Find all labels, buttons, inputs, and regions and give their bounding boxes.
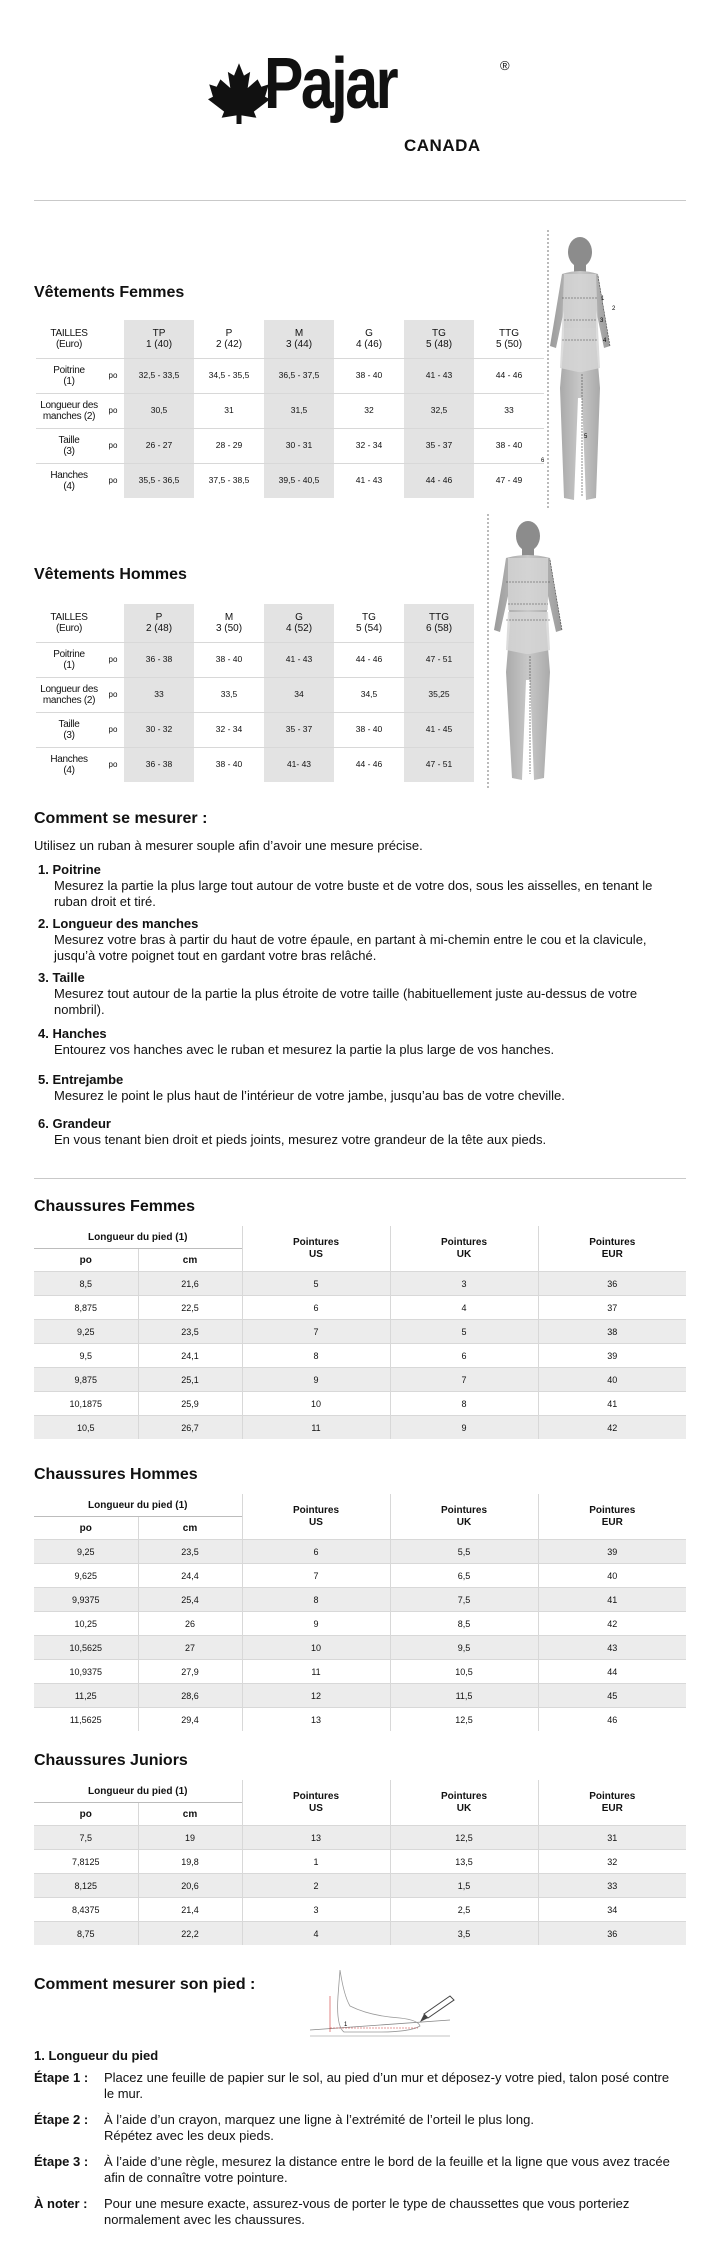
foot-figure-number: 1 (344, 2022, 348, 2028)
size-row (36, 677, 474, 712)
step-text: Mesurez votre bras à partir du haut de votre épaule, en partant à mi-chemin entre le cou et la clavicule, jusqu’à votre poignet tout en gardant votre bras relâché. (54, 932, 647, 963)
cm-header: cm (138, 1517, 242, 1540)
sizes-label: TAILLES (Euro) (50, 611, 88, 634)
foot-step (34, 2070, 686, 2102)
shoe-cell: 10,1875 (34, 1392, 138, 1416)
uk-size-header: Pointures UK (390, 1226, 538, 1272)
size-value: 44 - 46 (334, 642, 404, 677)
shoe-cell: 1,5 (390, 1874, 538, 1898)
size-value: 39,5 - 40,5 (264, 463, 334, 498)
measure-step (38, 1116, 678, 1148)
foot-steps (34, 2070, 686, 2238)
shoe-cell: 3 (242, 1898, 390, 1922)
shoe-cell: 13,5 (390, 1850, 538, 1874)
foot-step (34, 2154, 686, 2186)
foot-step-label: À noter : (34, 2196, 88, 2211)
size-value: 34 (264, 677, 334, 712)
shoe-row (34, 1874, 686, 1898)
shoe-row (34, 1922, 686, 1946)
shoe-cell: 8 (242, 1344, 390, 1368)
shoe-cell: 2 (242, 1874, 390, 1898)
shoe-cell: 34 (538, 1898, 686, 1922)
size-value: 35 - 37 (264, 712, 334, 747)
unit-label: po (102, 747, 124, 782)
shoe-row (34, 1368, 686, 1392)
shoe-cell: 10 (242, 1392, 390, 1416)
shoe-cell: 9,25 (34, 1540, 138, 1564)
foot-length-header: Longueur du pied (1) (88, 1499, 188, 1511)
size-header-row (36, 320, 544, 358)
shoe-row (34, 1826, 686, 1850)
po-header: po (34, 1517, 138, 1540)
maple-leaf-icon (208, 62, 270, 124)
women-size-table (36, 320, 544, 498)
shoe-cell: 7 (242, 1564, 390, 1588)
shoe-cell: 5 (390, 1320, 538, 1344)
figure-number-1: 1 (601, 296, 605, 302)
shoe-row (34, 1344, 686, 1368)
step-title: Taille (52, 970, 85, 985)
shoe-cell: 9,875 (34, 1368, 138, 1392)
shoe-cell: 40 (538, 1368, 686, 1392)
registered-mark: ® (500, 58, 510, 73)
size-value: 41- 43 (264, 747, 334, 782)
women-measure-figure (540, 228, 626, 510)
step-title: Entrejambe (52, 1072, 124, 1087)
shoe-cell: 25,9 (138, 1392, 242, 1416)
sizes-label: TAILLES (Euro) (50, 327, 88, 350)
shoe-cell: 7,5 (34, 1826, 138, 1850)
measure-label: Hanches (4) (36, 463, 102, 498)
shoe-cell: 42 (538, 1612, 686, 1636)
shoe-cell: 11,25 (34, 1684, 138, 1708)
shoe-cell: 32 (538, 1850, 686, 1874)
unit-label: po (102, 712, 124, 747)
shoe-cell: 24,4 (138, 1564, 242, 1588)
shoe-row (34, 1612, 686, 1636)
men-size-table (36, 604, 474, 782)
shoe-cell: 10,9375 (34, 1660, 138, 1684)
size-value: 33,5 (194, 677, 264, 712)
shoe-cell: 27 (138, 1636, 242, 1660)
size-value: 38 - 40 (334, 712, 404, 747)
shoe-cell: 6 (242, 1540, 390, 1564)
shoe-header-row (34, 1494, 686, 1517)
shoe-cell: 5 (242, 1272, 390, 1296)
step-text: Mesurez la partie la plus large tout autour de votre buste et de votre dos, sous les aisselles, en tenant le ruban droit et tiré. (54, 878, 653, 909)
measure-label: Poitrine (1) (36, 358, 102, 393)
shoe-row (34, 1272, 686, 1296)
foot-length-header: Longueur du pied (1) (88, 1231, 188, 1243)
shoe-cell: 9 (390, 1416, 538, 1440)
step-text: Entourez vos hanches avec le ruban et mesurez la partie la plus large de vos hanches. (54, 1042, 555, 1057)
shoe-cell: 9,625 (34, 1564, 138, 1588)
size-value: 32,5 - 33,5 (124, 358, 194, 393)
divider (34, 200, 686, 201)
shoe-cell: 8 (242, 1588, 390, 1612)
po-header: po (34, 1803, 138, 1826)
shoe-row (34, 1416, 686, 1440)
shoe-cell: 43 (538, 1636, 686, 1660)
size-column-header: P 2 (42) (215, 327, 243, 350)
size-row (36, 358, 544, 393)
size-column-header: M 3 (50) (215, 611, 243, 634)
brand-logo (208, 44, 528, 162)
size-value: 36,5 - 37,5 (264, 358, 334, 393)
shoe-cell: 20,6 (138, 1874, 242, 1898)
step-text: Mesurez le point le plus haut de l’intérieur de votre jambe, jusqu’au bas de votre cheville. (54, 1088, 565, 1103)
men-clothing-title: Vêtements Hommes (34, 566, 187, 583)
size-value: 38 - 40 (474, 428, 544, 463)
size-row (36, 393, 544, 428)
step-title: Longueur des manches (52, 916, 199, 931)
shoe-row (34, 1320, 686, 1344)
shoe-cell: 44 (538, 1660, 686, 1684)
step-number: 1. (38, 862, 49, 877)
shoe-cell: 7 (242, 1320, 390, 1344)
measure-label: Taille (3) (36, 712, 102, 747)
size-value: 38 - 40 (194, 747, 264, 782)
shoes-men-table (34, 1494, 686, 1731)
size-row (36, 463, 544, 498)
shoe-cell: 36 (538, 1272, 686, 1296)
shoe-cell: 10,5 (34, 1416, 138, 1440)
measure-label: Hanches (4) (36, 747, 102, 782)
eur-size-header: Pointures EUR (538, 1780, 686, 1826)
size-value: 32 - 34 (194, 712, 264, 747)
size-value: 44 - 46 (404, 463, 474, 498)
size-value: 41 - 43 (404, 358, 474, 393)
shoe-cell: 26 (138, 1612, 242, 1636)
size-value: 36 - 38 (124, 747, 194, 782)
step-number: 5. (38, 1072, 49, 1087)
shoe-cell: 7,8125 (34, 1850, 138, 1874)
foot-step-label: Étape 3 : (34, 2154, 89, 2169)
size-value: 32 - 34 (334, 428, 404, 463)
brand-name: Pajar (264, 44, 397, 124)
shoe-cell: 6 (390, 1344, 538, 1368)
size-value: 30 - 31 (264, 428, 334, 463)
foot-step (34, 2112, 686, 2144)
shoe-cell: 45 (538, 1684, 686, 1708)
women-clothing-title: Vêtements Femmes (34, 284, 185, 301)
shoe-cell: 21,6 (138, 1272, 242, 1296)
shoe-cell: 9,5 (390, 1636, 538, 1660)
shoe-cell: 46 (538, 1708, 686, 1732)
shoe-row (34, 1588, 686, 1612)
shoe-cell: 33 (538, 1874, 686, 1898)
foot-step-text: À l’aide d’une règle, mesurez la distance entre le bord de la feuille et la ligne que vous avez tracée afin de connaître votre pointure. (104, 2154, 670, 2185)
size-column-header: TG 5 (54) (355, 611, 383, 634)
shoe-cell: 8,5 (34, 1272, 138, 1296)
shoe-cell: 37 (538, 1296, 686, 1320)
shoe-row (34, 1392, 686, 1416)
shoes-women-table (34, 1226, 686, 1439)
shoe-cell: 39 (538, 1540, 686, 1564)
shoe-cell: 4 (390, 1296, 538, 1320)
shoe-cell: 8,125 (34, 1874, 138, 1898)
size-value: 34,5 (334, 677, 404, 712)
measure-step (38, 1072, 678, 1104)
shoe-cell: 25,4 (138, 1588, 242, 1612)
us-size-header: Pointures US (242, 1494, 390, 1540)
shoe-row (34, 1540, 686, 1564)
size-value: 33 (474, 393, 544, 428)
shoe-cell: 9,5 (34, 1344, 138, 1368)
step-text: Mesurez tout autour de la partie la plus étroite de votre taille (habituellement juste au-dessus de votre nombril). (54, 986, 638, 1017)
foot-length-subtitle: 1. Longueur du pied (34, 2048, 159, 2063)
foot-measure-figure (300, 1966, 470, 2046)
size-column-header: TTG 6 (58) (404, 604, 474, 642)
shoe-header-row (34, 1226, 686, 1249)
po-header: po (34, 1249, 138, 1272)
shoe-cell: 3,5 (390, 1922, 538, 1946)
shoe-cell: 22,5 (138, 1296, 242, 1320)
shoe-cell: 41 (538, 1392, 686, 1416)
size-value: 41 - 43 (264, 642, 334, 677)
shoe-cell: 42 (538, 1416, 686, 1440)
figure-number-6: 6 (541, 458, 545, 464)
size-value: 32,5 (404, 393, 474, 428)
shoe-cell: 41 (538, 1588, 686, 1612)
step-number: 6. (38, 1116, 49, 1131)
size-value: 47 - 51 (404, 747, 474, 782)
eur-size-header: Pointures EUR (538, 1226, 686, 1272)
size-value: 41 - 45 (404, 712, 474, 747)
shoe-cell: 8,5 (390, 1612, 538, 1636)
us-size-header: Pointures US (242, 1226, 390, 1272)
foot-step-text: À l’aide d’un crayon, marquez une ligne à l’extrémité de l’orteil le plus long. Répétez avec les deux pieds. (104, 2112, 534, 2143)
shoe-cell: 8,4375 (34, 1898, 138, 1922)
shoe-cell: 21,4 (138, 1898, 242, 1922)
foot-step-text: Placez une feuille de papier sur le sol, au pied d’un mur et déposez-y votre pied, talon posé contre le mur. (104, 2070, 670, 2101)
shoe-row (34, 1636, 686, 1660)
measure-step (38, 1026, 678, 1058)
foot-step-text: Pour une mesure exacte, assurez-vous de porter le type de chaussettes que vous porteriez normalement avec les chaussures. (104, 2196, 630, 2227)
shoe-cell: 40 (538, 1564, 686, 1588)
men-measure-figure (480, 512, 580, 788)
shoe-cell: 23,5 (138, 1320, 242, 1344)
size-value: 34,5 - 35,5 (194, 358, 264, 393)
size-value: 30,5 (124, 393, 194, 428)
shoe-cell: 8,875 (34, 1296, 138, 1320)
size-value: 32 (334, 393, 404, 428)
shoe-cell: 6,5 (390, 1564, 538, 1588)
us-size-header: Pointures US (242, 1780, 390, 1826)
step-text: En vous tenant bien droit et pieds joints, mesurez votre grandeur de la tête aux pieds. (54, 1132, 547, 1147)
size-column-header: P 2 (48) (124, 604, 194, 642)
shoe-cell: 11 (242, 1660, 390, 1684)
figure-number-4: 4 (603, 338, 607, 344)
shoe-cell: 13 (242, 1826, 390, 1850)
unit-label: po (102, 642, 124, 677)
foot-step-label: Étape 1 : (34, 2070, 89, 2085)
measure-label: Longueur des manches (2) (36, 393, 102, 428)
eur-size-header: Pointures EUR (538, 1494, 686, 1540)
size-value: 35,5 - 36,5 (124, 463, 194, 498)
shoe-cell: 25,1 (138, 1368, 242, 1392)
shoe-cell: 9,9375 (34, 1588, 138, 1612)
shoe-cell: 9,25 (34, 1320, 138, 1344)
shoe-cell: 23,5 (138, 1540, 242, 1564)
shoe-cell: 8,75 (34, 1922, 138, 1946)
figure-number-5: 5 (584, 434, 588, 440)
shoe-cell: 29,4 (138, 1708, 242, 1732)
size-row (36, 428, 544, 463)
shoe-cell: 4 (242, 1922, 390, 1946)
size-column-header: G 4 (52) (264, 604, 334, 642)
shoe-cell: 5,5 (390, 1540, 538, 1564)
shoe-cell: 36 (538, 1922, 686, 1946)
size-value: 44 - 46 (334, 747, 404, 782)
step-title: Grandeur (52, 1116, 111, 1131)
shoes-women-title: Chaussures Femmes (34, 1198, 195, 1215)
brand-country: CANADA (404, 136, 481, 155)
shoe-cell: 10,5 (390, 1660, 538, 1684)
step-title: Poitrine (52, 862, 101, 877)
shoes-men-title: Chaussures Hommes (34, 1466, 198, 1483)
size-value: 38 - 40 (194, 642, 264, 677)
size-value: 38 - 40 (334, 358, 404, 393)
size-row (36, 712, 474, 747)
shoe-cell: 7 (390, 1368, 538, 1392)
shoe-row (34, 1296, 686, 1320)
step-number: 3. (38, 970, 49, 985)
cm-header: cm (138, 1249, 242, 1272)
shoe-cell: 8 (390, 1392, 538, 1416)
measure-step (38, 970, 678, 1018)
figure-number-3: 3 (600, 318, 604, 324)
shoe-cell: 19,8 (138, 1850, 242, 1874)
shoes-juniors-table (34, 1780, 686, 1945)
cm-header: cm (138, 1803, 242, 1826)
shoe-cell: 2,5 (390, 1898, 538, 1922)
shoe-cell: 12 (242, 1684, 390, 1708)
size-column-header: G 4 (46) (355, 327, 383, 350)
size-value: 35,25 (404, 677, 474, 712)
shoe-row (34, 1684, 686, 1708)
size-value: 35 - 37 (404, 428, 474, 463)
shoe-cell: 7,5 (390, 1588, 538, 1612)
size-column-header: TTG 5 (50) (495, 327, 523, 350)
uk-size-header: Pointures UK (390, 1494, 538, 1540)
size-value: 47 - 49 (474, 463, 544, 498)
shoe-cell: 22,2 (138, 1922, 242, 1946)
shoe-cell: 31 (538, 1826, 686, 1850)
shoe-cell: 39 (538, 1344, 686, 1368)
step-number: 4. (38, 1026, 49, 1041)
size-column-header: TG 5 (48) (404, 320, 474, 358)
size-row (36, 747, 474, 782)
measure-label: Taille (3) (36, 428, 102, 463)
shoe-cell: 19 (138, 1826, 242, 1850)
shoe-cell: 26,7 (138, 1416, 242, 1440)
unit-label: po (102, 393, 124, 428)
shoe-cell: 11,5 (390, 1684, 538, 1708)
size-column-header: M 3 (44) (264, 320, 334, 358)
shoe-cell: 3 (390, 1272, 538, 1296)
shoe-cell: 9 (242, 1368, 390, 1392)
unit-label: po (102, 463, 124, 498)
measure-label: Poitrine (1) (36, 642, 102, 677)
shoe-cell: 24,1 (138, 1344, 242, 1368)
unit-label: po (102, 428, 124, 463)
shoe-cell: 27,9 (138, 1660, 242, 1684)
shoe-row (34, 1898, 686, 1922)
step-number: 2. (38, 916, 49, 931)
size-value: 30 - 32 (124, 712, 194, 747)
size-value: 44 - 46 (474, 358, 544, 393)
size-value: 37,5 - 38,5 (194, 463, 264, 498)
shoe-row (34, 1708, 686, 1732)
shoe-cell: 10,5625 (34, 1636, 138, 1660)
measure-step (38, 916, 678, 964)
measure-label: Longueur des manches (2) (36, 677, 102, 712)
shoe-cell: 10,25 (34, 1612, 138, 1636)
shoe-cell: 1 (242, 1850, 390, 1874)
size-value: 28 - 29 (194, 428, 264, 463)
size-column-header: TP 1 (40) (124, 320, 194, 358)
foot-length-header: Longueur du pied (1) (88, 1785, 188, 1797)
size-value: 33 (124, 677, 194, 712)
size-value: 26 - 27 (124, 428, 194, 463)
shoe-cell: 11,5625 (34, 1708, 138, 1732)
size-value: 31 (194, 393, 264, 428)
shoe-header-row (34, 1780, 686, 1803)
shoe-row (34, 1660, 686, 1684)
size-value: 36 - 38 (124, 642, 194, 677)
size-value: 41 - 43 (334, 463, 404, 498)
size-value: 47 - 51 (404, 642, 474, 677)
size-header-row (36, 604, 474, 642)
how-to-measure-intro: Utilisez un ruban à mesurer souple afin d’avoir une mesure précise. (34, 838, 423, 853)
shoe-row (34, 1850, 686, 1874)
measure-step (38, 862, 678, 910)
shoe-cell: 12,5 (390, 1826, 538, 1850)
shoe-cell: 12,5 (390, 1708, 538, 1732)
shoe-cell: 28,6 (138, 1684, 242, 1708)
shoe-cell: 38 (538, 1320, 686, 1344)
size-value: 31,5 (264, 393, 334, 428)
foot-measure-title: Comment mesurer son pied : (34, 1976, 256, 1993)
divider (34, 1178, 686, 1179)
shoe-cell: 13 (242, 1708, 390, 1732)
size-row (36, 642, 474, 677)
shoes-juniors-title: Chaussures Juniors (34, 1752, 188, 1769)
shoe-row (34, 1564, 686, 1588)
uk-size-header: Pointures UK (390, 1780, 538, 1826)
figure-number-2: 2 (612, 306, 616, 312)
step-title: Hanches (52, 1026, 107, 1041)
shoe-cell: 10 (242, 1636, 390, 1660)
foot-step-label: Étape 2 : (34, 2112, 89, 2127)
shoe-cell: 6 (242, 1296, 390, 1320)
unit-label: po (102, 358, 124, 393)
foot-step (34, 2196, 686, 2228)
unit-label: po (102, 677, 124, 712)
how-to-measure-title: Comment se mesurer : (34, 810, 208, 827)
shoe-cell: 11 (242, 1416, 390, 1440)
shoe-cell: 9 (242, 1612, 390, 1636)
